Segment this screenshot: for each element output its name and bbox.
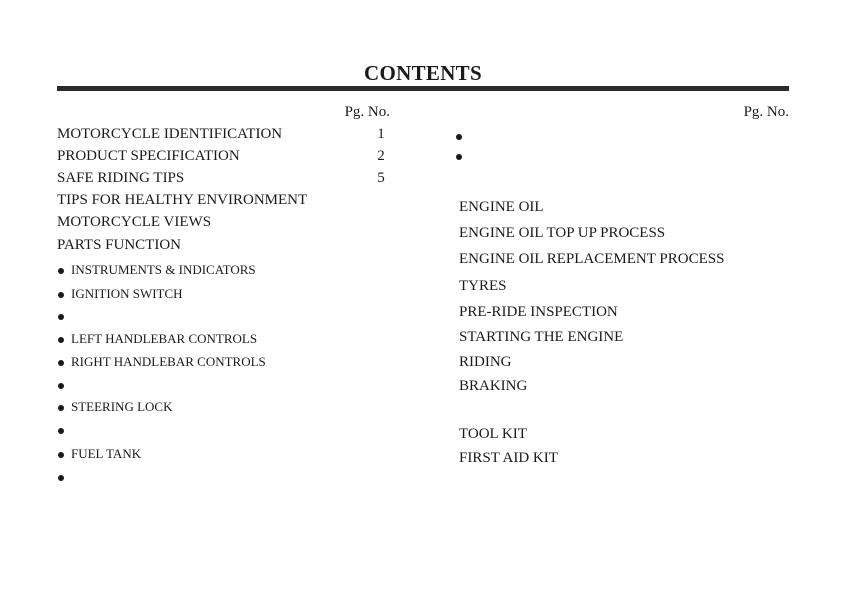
toc-entry: TOOL KIT (459, 426, 527, 442)
bullet-icon (58, 337, 64, 343)
bullet-icon (58, 428, 64, 434)
toc-entry: PRODUCT SPECIFICATION (57, 148, 240, 164)
bullet-icon (58, 360, 64, 366)
toc-page-number: 1 (377, 126, 385, 142)
toc-subentry: RIGHT HANDLEBAR CONTROLS (71, 354, 266, 369)
toc-entry: STARTING THE ENGINE (459, 329, 624, 345)
toc-subentry: INSTRUMENTS & INDICATORS (71, 262, 256, 277)
page-number-header-right: Pg. No. (743, 104, 789, 120)
toc-entry: RIDING (459, 354, 512, 370)
toc-page-number: 2 (377, 148, 385, 164)
toc-subentry: LEFT HANDLEBAR CONTROLS (71, 331, 258, 346)
bullet-icon (58, 452, 64, 458)
toc-entry: MOTORCYCLE VIEWS (57, 214, 212, 230)
bullet-icon (58, 268, 64, 274)
toc-entry: BRAKING (459, 378, 528, 394)
page-number-header-left: Pg. No. (344, 104, 390, 120)
bullet-icon (58, 405, 64, 411)
bullet-icon (58, 475, 64, 481)
toc-subentry: IGNITION SWITCH (71, 286, 183, 301)
toc-entry: SAFE RIDING TIPS (57, 170, 185, 186)
toc-entry: TIPS FOR HEALTHY ENVIRONMENT (57, 192, 308, 208)
title-rule (57, 86, 789, 91)
toc-entry: FIRST AID KIT (459, 450, 558, 466)
toc-entry: ENGINE OIL (459, 199, 544, 215)
toc-entry: MOTORCYCLE IDENTIFICATION (57, 126, 283, 142)
bullet-icon (58, 383, 64, 389)
toc-entry: TYRES (459, 278, 507, 294)
toc-page-number: 5 (377, 170, 385, 186)
page-title: CONTENTS (364, 61, 482, 85)
toc-subentry: FUEL TANK (71, 446, 142, 461)
toc-entry: PRE-RIDE INSPECTION (459, 304, 618, 320)
bullet-icon (456, 134, 462, 140)
bullet-icon (456, 154, 462, 160)
toc-entry: PARTS FUNCTION (57, 237, 181, 253)
bullet-icon (58, 292, 64, 298)
bullet-icon (58, 314, 64, 320)
toc-subentry: STEERING LOCK (71, 399, 173, 414)
toc-entry: ENGINE OIL TOP UP PROCESS (459, 225, 666, 241)
toc-entry: ENGINE OIL REPLACEMENT PROCESS (459, 251, 725, 267)
